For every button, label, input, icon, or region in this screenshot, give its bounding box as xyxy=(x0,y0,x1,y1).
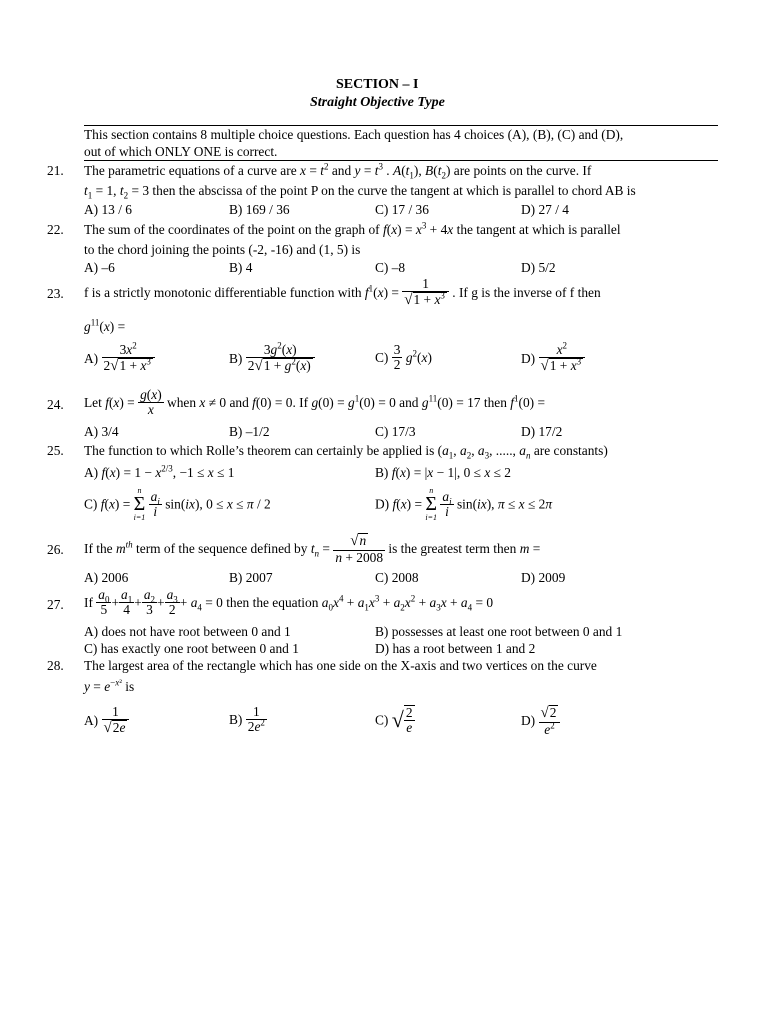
option-b: B) 2007 xyxy=(229,570,273,585)
top-rule xyxy=(84,125,718,126)
option-a: A) does not have root between 0 and 1 xyxy=(84,624,291,639)
option-d: D) f(x) = n Σ i=1 $\frac{a_i}{i}$ sin(ix), π ≤ x ≤ 2π xyxy=(375,486,553,522)
bottom-rule xyxy=(84,160,718,161)
option-c: C) has exactly one root between 0 and 1 xyxy=(84,641,299,656)
option-c: C) 17 / 36 xyxy=(375,202,429,217)
question-text: f is a strictly monotonic differentiable function with $f^1(x)$ = $\frac{1}{√1 + x^3}$ . If g is the inverse of f then xyxy=(84,276,601,309)
option-b: B) 4 xyxy=(229,260,253,275)
question-text: If $\frac{a_0}{5}$ + $\frac{a_1}{4}$ + $\frac{a_2}{3}$ + $\frac{a_3}{2}$ + $a_4 = 0$ then the equation $a_0x^4 + a_1x^3 + a_2x^2 + a_3x + a_4 = 0$ xyxy=(84,587,494,618)
option-a: A) –6 xyxy=(84,260,115,275)
option-d: D) $\frac{x^2}{√1 + x^3}$ xyxy=(521,343,585,375)
question-text-line-2: $g^{11}(x)$ = xyxy=(84,317,126,334)
option-c: C) $\frac{3}{2}$ $g^2(x)$ xyxy=(375,342,432,373)
option-c: C) √ $\frac{2}{e}$ xyxy=(375,705,413,736)
option-a: A) 3/4 xyxy=(84,424,119,439)
option-a: A) $\frac{3x^2}{2√1 + x^3}$ xyxy=(84,343,155,375)
option-b: B) possesses at least one root between 0 and 1 xyxy=(375,624,623,639)
question-text-line-2: $y = e^{-x^2}$ is xyxy=(84,677,135,694)
option-d: D) 2009 xyxy=(521,570,566,585)
option-c: C) 17/3 xyxy=(375,424,416,439)
question-text-line-2: to the chord joining the points (-2, -16) and (1, 5) is xyxy=(84,242,361,257)
option-a: A) $f(x) = 1 - x^{2/3}$, −1 ≤ x ≤ 1 xyxy=(84,463,235,480)
question-text: The function to which Rolle’s theorem can certainly be applied is ($a_1$, $a_2$, $a_3$, ....., $a_n$ are constants) xyxy=(84,443,608,461)
instructions-line-2: out of which ONLY ONE is correct. xyxy=(84,144,278,159)
question-text: The sum of the coordinates of the point on the graph of $f(x) = x^3 + 4x$ the tangent at which is parallel xyxy=(84,220,621,237)
question-number: 26. xyxy=(47,542,64,557)
option-a: A) 2006 xyxy=(84,570,129,585)
option-d: D) has a root between 1 and 2 xyxy=(375,641,536,656)
option-d: D) $\frac{√2}{e^2}$ xyxy=(521,705,560,737)
question-text: If the $m^{th}$ term of the sequence defined by $t_n$ = $\frac{√n}{n + 2008}$ is the greatest term then m = xyxy=(84,533,541,565)
option-d: D) 27 / 4 xyxy=(521,202,569,217)
question-number: 24. xyxy=(47,397,64,412)
question-number: 21. xyxy=(47,163,64,178)
option-c: C) –8 xyxy=(375,260,406,275)
section-title: SECTION – I xyxy=(336,77,419,92)
question-number: 23. xyxy=(47,286,64,301)
option-b: B) f(x) = |x − 1|, 0 ≤ x ≤ 2 xyxy=(375,465,512,480)
question-number: 22. xyxy=(47,222,64,237)
question-text: Let f(x) = $\frac{g(x)}{x}$ when x ≠ 0 and f(0) = 0. If $g(0) = g^1(0) = 0$ and $g^{11}(0) = 17$ then $f^1(0)$ = xyxy=(84,387,546,418)
question-text: The largest area of the rectangle which has one side on the X-axis and two vertices on the curve xyxy=(84,658,597,673)
option-c: C) 2008 xyxy=(375,570,419,585)
section-subtitle: Straight Objective Type xyxy=(310,95,445,110)
option-a: A) $\frac{1}{√2e}$ xyxy=(84,705,129,737)
option-d: D) 5/2 xyxy=(521,260,556,275)
option-d: D) 17/2 xyxy=(521,424,563,439)
option-a: A) 13 / 6 xyxy=(84,202,132,217)
option-c: C) f(x) = n Σ i=1 $\frac{a_i}{i}$ sin(ix), 0 ≤ x ≤ π / 2 xyxy=(84,486,271,522)
option-b: B) $\frac{1}{2e^2}$ xyxy=(229,704,265,735)
question-text-line-2: $t_1 = 1$, $t_2 = 3$ then the abscissa of the point P on the curve the tangent at which is parallel to chord AB is xyxy=(84,183,636,201)
question-number: 27. xyxy=(47,597,64,612)
instructions-line-1: This section contains 8 multiple choice questions. Each question has 4 choices (A), (B), (C) and (D), xyxy=(84,127,624,142)
question-number: 28. xyxy=(47,658,64,673)
option-b: B) –1/2 xyxy=(229,424,270,439)
question-number: 25. xyxy=(47,443,64,458)
option-b: B) 169 / 36 xyxy=(229,202,290,217)
derivative-fraction: $\frac{1}{√1 + x^3}$ xyxy=(402,277,449,309)
option-b: B) $\frac{3g^2(x)}{2√1 + g^2(x)}$ xyxy=(229,343,315,375)
question-text: The parametric equations of a curve are $x = t^2$ and $y = t^3$ . $A(t_1)$, $B(t_2)$ are points on the curve. If xyxy=(84,161,592,181)
